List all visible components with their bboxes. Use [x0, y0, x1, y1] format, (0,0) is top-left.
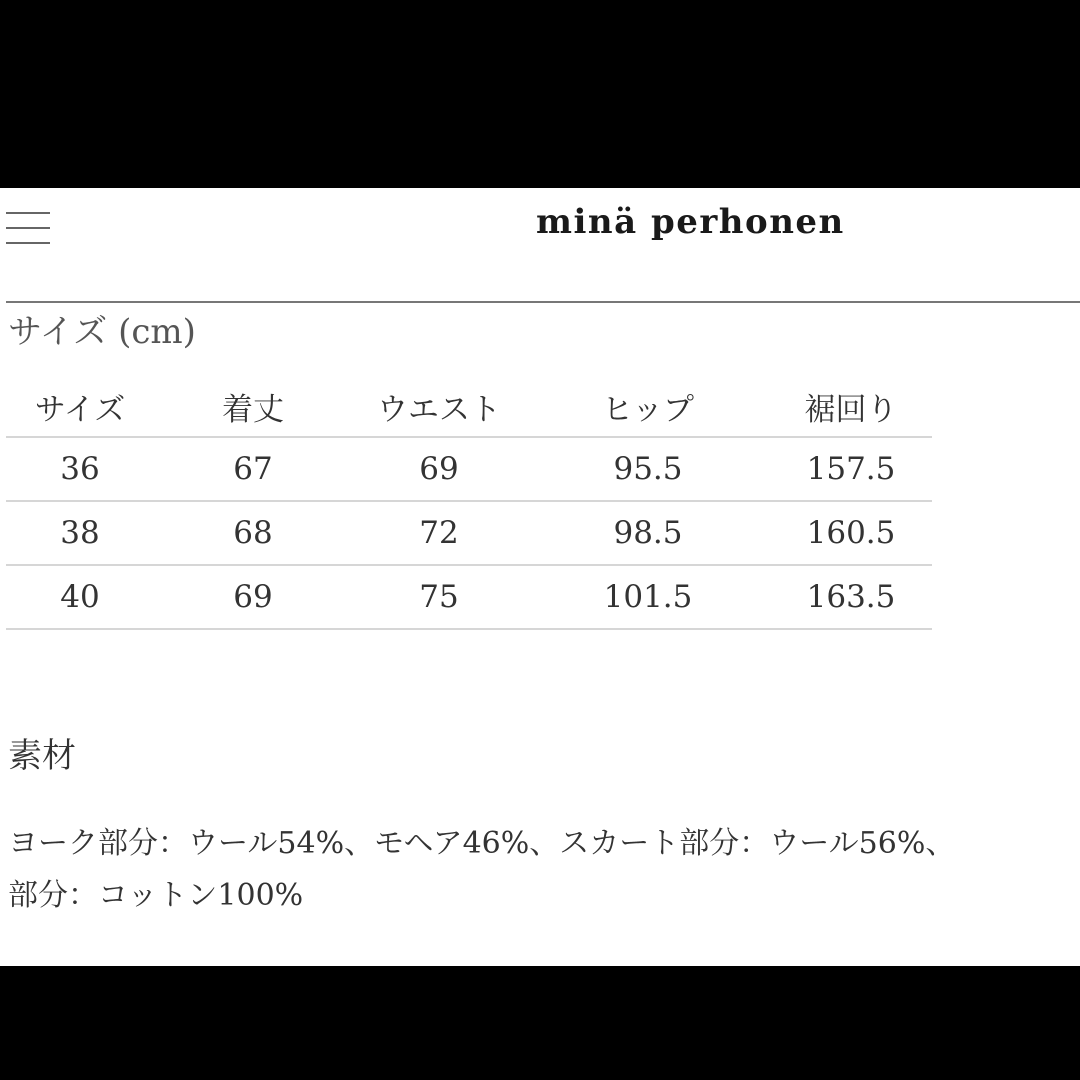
table-cell: 163.5	[770, 565, 932, 629]
product-detail-screen	[0, 188, 1080, 966]
material-line: 部分：コットン100%	[8, 878, 304, 913]
table-cell: 160.5	[770, 501, 932, 565]
material-description	[8, 818, 1080, 922]
table-cell: 72	[352, 501, 526, 565]
table-row	[6, 565, 932, 629]
size-section-title: サイズ (cm)	[8, 312, 196, 352]
menu-icon-bar	[6, 227, 50, 229]
table-cell: 75	[352, 565, 526, 629]
column-header-hem: 裾回り	[770, 376, 932, 437]
table-cell: 69	[352, 437, 526, 501]
material-line: ヨーク部分：ウール54%、モヘア46%、スカート部分：ウール56%、	[8, 826, 956, 861]
column-header-length: 着丈	[154, 376, 352, 437]
table-cell: 101.5	[526, 565, 770, 629]
material-section-title: 素材	[8, 736, 76, 776]
header-divider	[6, 301, 1080, 303]
menu-icon-bar	[6, 212, 50, 214]
column-header-size: サイズ	[6, 376, 154, 437]
column-header-hip: ヒップ	[526, 376, 770, 437]
table-cell: 95.5	[526, 437, 770, 501]
brand-logo[interactable]: minä perhonen	[536, 202, 845, 242]
table-cell: 69	[154, 565, 352, 629]
table-header-row	[6, 376, 932, 437]
table-cell: 40	[6, 565, 154, 629]
table-cell: 38	[6, 501, 154, 565]
size-table	[6, 376, 932, 630]
table-row	[6, 437, 932, 501]
table-cell: 67	[154, 437, 352, 501]
table-cell: 68	[154, 501, 352, 565]
table-cell: 36	[6, 437, 154, 501]
table-row	[6, 501, 932, 565]
hamburger-menu-icon[interactable]	[6, 210, 50, 246]
menu-icon-bar	[6, 242, 50, 244]
table-cell: 98.5	[526, 501, 770, 565]
column-header-waist: ウエスト	[352, 376, 526, 437]
table-cell: 157.5	[770, 437, 932, 501]
